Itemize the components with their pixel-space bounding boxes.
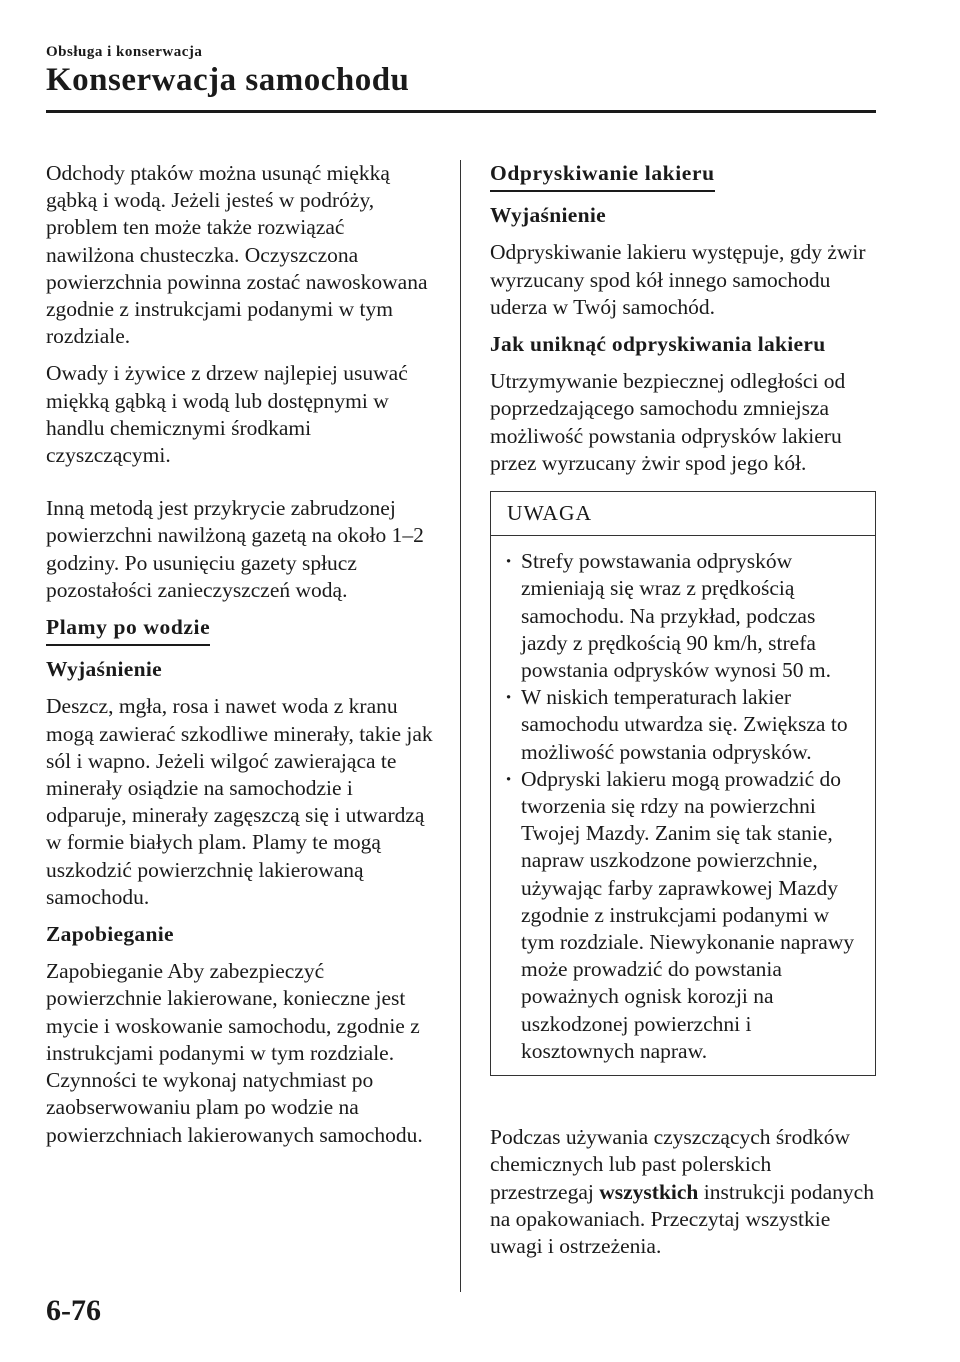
page-title: Konserwacja samochodu: [46, 62, 410, 98]
spacer: [490, 1076, 876, 1124]
insects-paragraph: Owady i żywice z drzew najlepiej usuwać miękką gąbką i wodą lub dostępnymi w handlu chemicznymi środkami czyszczącymi.: [46, 361, 408, 468]
bird-droppings-paragraph: Odchody ptaków można usunąć miękką gąbką i wodą. Jeżeli jesteś w podróży, problem ten może także rozwiązać nawilżona chusteczka. Oczyszczona powierzchnia powinna zostać nawoskowana zgodnie z instrukcjami podanymi w tym rozdziale.: [46, 161, 428, 349]
newspaper-paragraph: Inną metodą jest przykrycie zabrudzonej powierzchni nawilżoną gazetą na około 1–2 godziny. Po usunięciu gazety spłucz pozostałości zanieczyszczeń wodą.: [46, 496, 424, 602]
column-divider: [460, 160, 461, 1292]
chemicals-text-bold: wszystkich: [599, 1179, 699, 1204]
notice-item: · W niskich temperaturach lakier samochodu utwardza się. Zwiększa to możliwość powstania odprysków.: [521, 684, 867, 766]
page-number: 6-76: [46, 1294, 101, 1327]
water-spots-explanation: Deszcz, mgła, rosa i nawet woda z kranu mogą zawierać szkodliwe minerały, takie jak sól i wapno. Jeżeli wilgoć zawierająca te minerały osiądzie na samochodzie i odparuje, minerały zagęszczą się i utwardzą w formie białych plam. Plamy te mogą uszkodzić powierzchnię lakierowaną samochodu.: [46, 694, 433, 909]
section-label: Obsługa i konserwacja: [46, 44, 203, 60]
spacer: [46, 479, 436, 495]
prevention-text: Zapobieganie Aby zabezpieczyć powierzchnie lakierowane, konieczne jest mycie i woskowanie samochodu, zgodnie z instrukcjami podanymi w tym rozdziale. Czynności te wykonaj natychmiast po zaobserwowaniu plam po wodzie na powierzchniach lakierowanych samochodu.: [46, 959, 423, 1147]
right-column: [490, 160, 876, 1270]
title-rule: [46, 110, 876, 113]
chemicals-text-after: instrukcji podanych na opakowaniach. Przeczytaj wszystkie uwagi i ostrzeżenia.: [490, 1179, 874, 1258]
avoid-chipping-heading: Jak uniknąć odpryskiwania lakieru: [490, 332, 826, 357]
notice-item: · Odpryski lakieru mogą prowadzić do tworzenia się rdzy na powierzchni Twojej Mazdy. Zanim się tak stanie, napraw uszkodzone powierzchnie, używając farby zaprawkowej Mazdy zgodnie z instrukcjami podanymi w tym rozdziale. Niewykonanie naprawy może prowadzić do powstania poważnych ognisk korozji na uszkodzonej powierzchni i kosztownych napraw.: [521, 766, 867, 1065]
water-spots-heading: Plamy po wodzie: [46, 614, 210, 646]
water-spots-explanation-heading: Wyjaśnienie: [46, 657, 162, 682]
chemicals-paragraph: [490, 1124, 876, 1260]
prevention-heading: Zapobieganie: [46, 922, 174, 947]
notice-list: [491, 536, 875, 1075]
notice-item: · Strefy powstawania odprysków zmieniają się wraz z prędkością samochodu. Na przykład, podczas jazdy z prędkością 90 km/h, strefa powstania odprysków wynosi 50 m.: [521, 548, 867, 684]
notice-title: UWAGA: [491, 492, 875, 536]
paint-chipping-heading: Odpryskiwanie lakieru: [490, 160, 715, 192]
left-column: [46, 160, 436, 1159]
avoid-chipping-text: Utrzymywanie bezpiecznej odległości od poprzedzającego samochodu zmniejsza możliwość powstania odprysków lakieru przez wyrzucany żwir spod jego kół.: [490, 369, 846, 475]
notice-box: [490, 491, 876, 1076]
chemicals-text-before: Podczas używania czyszczących środków chemicznych lub past polerskich przestrzegaj: [490, 1125, 850, 1204]
chipping-explanation: Odpryskiwanie lakieru występuje, gdy żwir wyrzucany spod kół innego samochodu uderza w Twój samochód.: [490, 240, 866, 319]
chipping-explanation-heading: Wyjaśnienie: [490, 203, 606, 228]
